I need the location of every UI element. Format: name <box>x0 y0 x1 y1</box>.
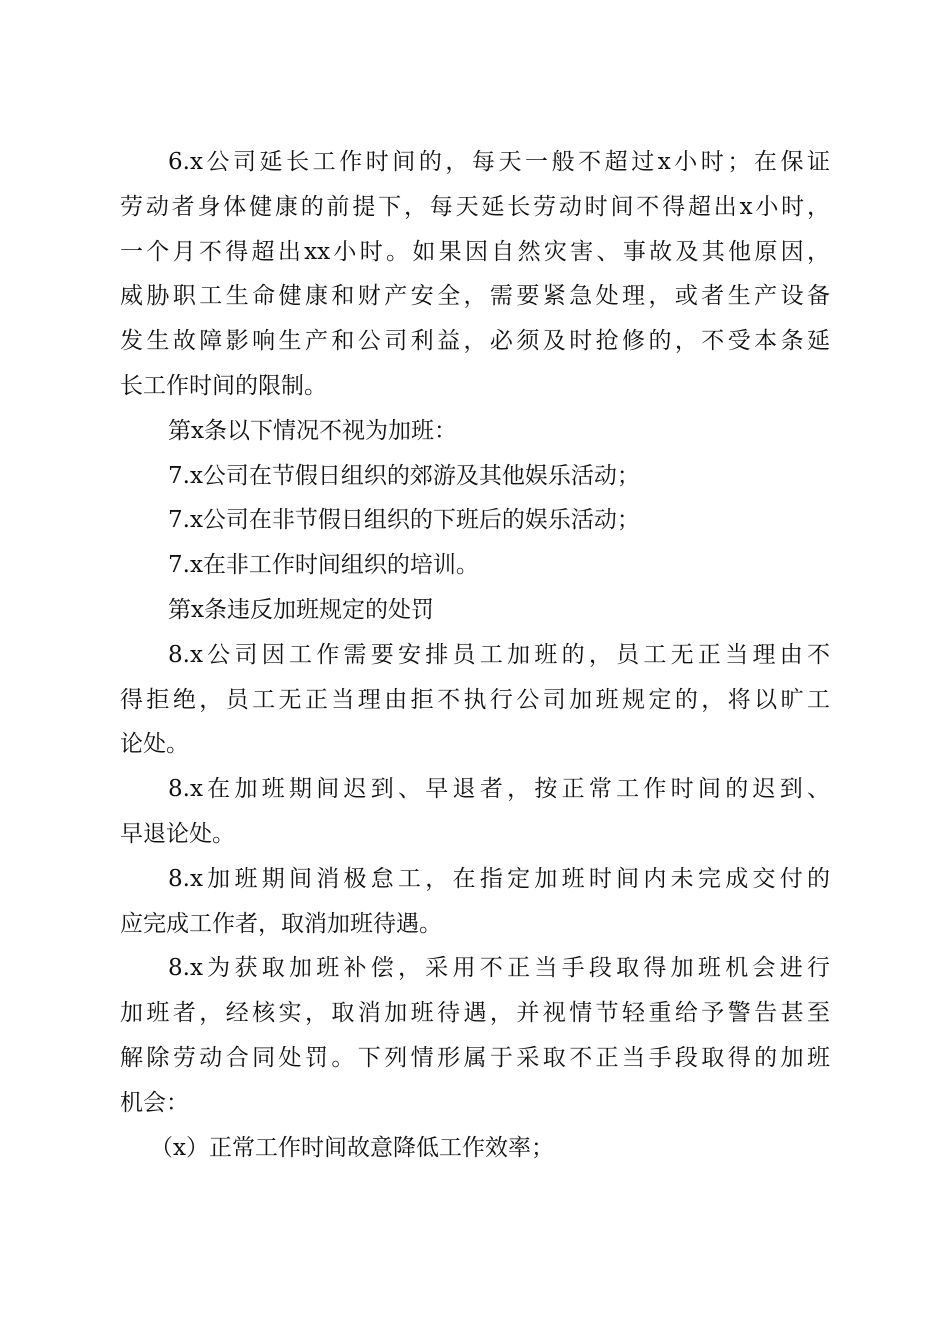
text-line: 发生故障影响生产和公司利益，必须及时抢修的，不受本条延 <box>120 328 830 355</box>
text-line: 劳动者身体健康的前提下，每天延长劳动时间不得超出x小时， <box>120 193 830 220</box>
text-line: 8.x加班期间消极怠工，在指定加班时间内未完成交付的 <box>168 865 830 892</box>
text-line: 得拒绝，员工无正当理由拒不执行公司加班规定的，将以旷工 <box>120 686 830 713</box>
paragraph-improper-means <box>120 946 830 1125</box>
article-heading-penalties: 第x条违反加班规定的处罚 <box>168 596 434 623</box>
text-line: 早退论处。 <box>120 820 235 847</box>
text-line: 应完成工作者，取消加班待遇。 <box>120 910 442 937</box>
paragraph-slacking <box>120 857 830 947</box>
text-line: 解除劳动合同处罚。下列情形属于采取不正当手段取得的加班 <box>120 1044 830 1071</box>
text-line: 机会： <box>120 1089 189 1116</box>
text-line: 论处。 <box>120 731 189 758</box>
exclusion-item: 7.x公司在节假日组织的郊游及其他娱乐活动； <box>168 462 640 489</box>
text-line: 威胁职工生命健康和财产安全，需要紧急处理，或者生产设备 <box>120 283 830 310</box>
article-heading-exclusions: 第x条以下情况不视为加班： <box>168 417 457 444</box>
text-line: 一个月不得超出xx小时。如果因自然灾害、事故及其他原因， <box>120 238 830 265</box>
paragraph-refusal <box>120 633 830 767</box>
text-line: 8.x公司因工作需要安排员工加班的，员工无正当理由不 <box>168 641 830 668</box>
exclusion-item: 7.x公司在非节假日组织的下班后的娱乐活动； <box>168 507 640 534</box>
text-line: 6.x公司延长工作时间的，每天一般不超过x小时；在保证 <box>168 149 830 175</box>
document-page <box>120 140 830 1170</box>
list-item: （x）正常工作时间故意降低工作效率； <box>150 1134 554 1161</box>
text-line: 8.x为获取加班补偿，采用不正当手段取得加班机会进行 <box>168 955 830 982</box>
text-line: 加班者，经核实，取消加班待遇，并视情节轻重给予警告甚至 <box>120 1000 830 1027</box>
paragraph-overtime-limit <box>120 140 830 409</box>
text-line: 长工作时间的限制。 <box>120 372 327 399</box>
exclusion-item: 7.x在非工作时间组织的培训。 <box>168 552 479 579</box>
text-line: 8.x在加班期间迟到、早退者，按正常工作时间的迟到、 <box>168 776 830 803</box>
paragraph-lateness <box>120 767 830 857</box>
